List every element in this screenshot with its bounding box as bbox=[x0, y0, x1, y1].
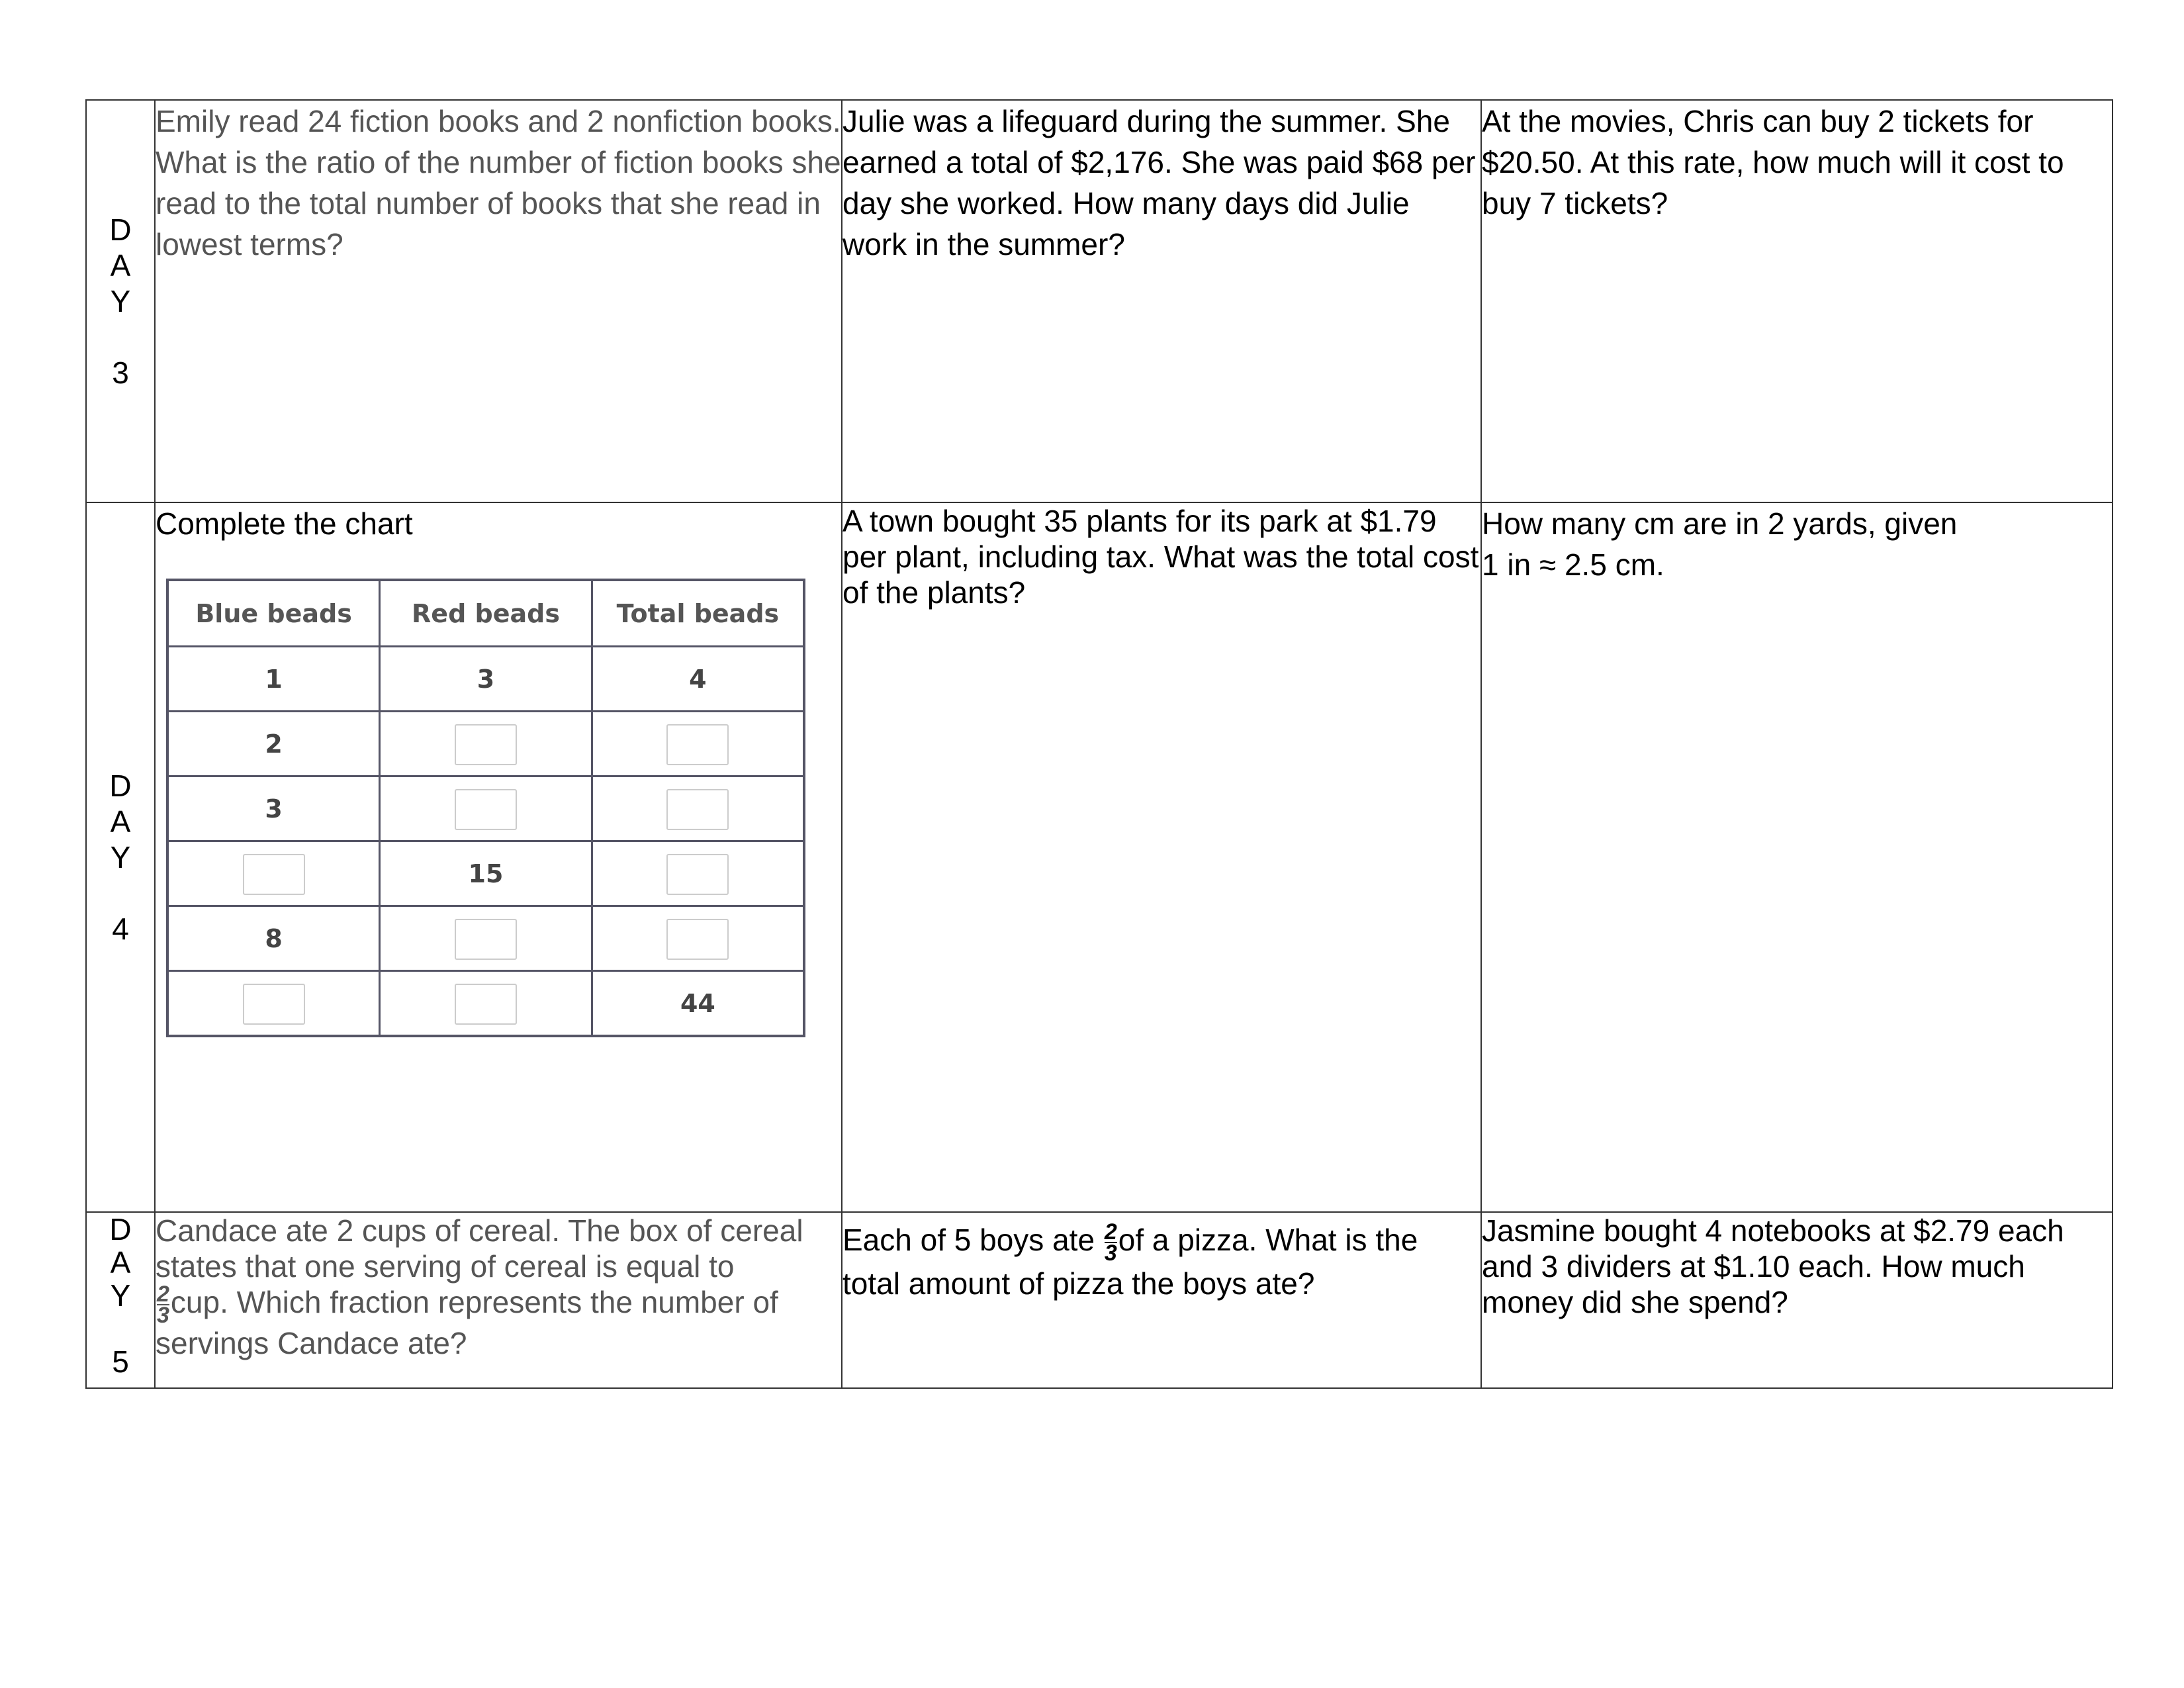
day-3-row bbox=[86, 100, 2113, 502]
beads-row bbox=[167, 712, 804, 776]
day-5-label: D A Y 5 bbox=[86, 1212, 155, 1388]
beads-blank-cell bbox=[380, 906, 592, 971]
beads-value-cell: 2 bbox=[167, 712, 380, 776]
question-julie-lifeguard: Julie was a lifeguard during the summer. She earned a total of $2,176. She was paid $68 per day she worked. How many days did Julie work in the summer? bbox=[842, 100, 1481, 502]
question-emily-ratio: Emily read 24 fiction books and 2 nonfiction books. What is the ratio of the number of fiction books she read to the total number of books that she read in lowest terms? bbox=[155, 100, 842, 502]
answer-box[interactable] bbox=[243, 984, 305, 1025]
answer-box[interactable] bbox=[666, 854, 729, 895]
question-chris-tickets: At the movies, Chris can buy 2 tickets for $20.50. At this rate, how much will it cost to buy 7 tickets? bbox=[1481, 100, 2113, 502]
beads-chart bbox=[166, 579, 805, 1037]
day-4-label: D A Y 4 bbox=[86, 502, 155, 1212]
beads-header: Blue beads bbox=[167, 580, 380, 647]
beads-row bbox=[167, 906, 804, 971]
answer-box[interactable] bbox=[243, 854, 305, 895]
question-cm-yards: How many cm are in 2 yards, given 1 in ≈ 2.5 cm. bbox=[1481, 502, 2113, 1212]
beads-blank-cell bbox=[167, 841, 380, 906]
beads-row bbox=[167, 971, 804, 1037]
answer-box[interactable] bbox=[666, 919, 729, 960]
day-5-row bbox=[86, 1212, 2113, 1388]
beads-value-cell: 15 bbox=[380, 841, 592, 906]
beads-blank-cell bbox=[592, 776, 804, 841]
question-plants-cost: A town bought 35 plants for its park at $1.79 per plant, including tax. What was the total cost of the plants? bbox=[842, 502, 1481, 1212]
beads-blank-cell bbox=[380, 971, 592, 1037]
fraction-two-thirds: $\frac{2}{3}$ bbox=[1104, 1219, 1117, 1266]
day-number: 3 bbox=[112, 355, 129, 390]
beads-header: Red beads bbox=[380, 580, 592, 647]
day-number: 4 bbox=[112, 912, 129, 946]
day-3-label: D A Y 3 bbox=[86, 100, 155, 502]
fraction-two-thirds: $\frac{2}{3}$ bbox=[157, 1282, 169, 1328]
beads-value-cell: 3 bbox=[167, 776, 380, 841]
beads-row bbox=[167, 841, 804, 906]
beads-header: Total beads bbox=[592, 580, 804, 647]
beads-value-cell: 1 bbox=[167, 647, 380, 712]
answer-box[interactable] bbox=[455, 724, 517, 765]
beads-value-cell: 3 bbox=[380, 647, 592, 712]
beads-value-cell: 8 bbox=[167, 906, 380, 971]
question-jasmine-notebooks: Jasmine bought 4 notebooks at $2.79 each and 3 dividers at $1.10 each. How much money did she spend? bbox=[1481, 1212, 2113, 1388]
beads-row bbox=[167, 776, 804, 841]
question-candace-cereal: Candace ate 2 cups of cereal. The box of cereal states that one serving of cereal is equal to $\frac{2}{3}$ cup. Which fraction represents the number of servings Candace ate? bbox=[155, 1212, 842, 1388]
beads-value-cell: 4 bbox=[592, 647, 804, 712]
beads-blank-cell bbox=[592, 906, 804, 971]
beads-blank-cell bbox=[592, 712, 804, 776]
beads-blank-cell bbox=[592, 841, 804, 906]
answer-box[interactable] bbox=[666, 789, 729, 830]
worksheet-table bbox=[85, 99, 2113, 1389]
answer-box[interactable] bbox=[455, 984, 517, 1025]
beads-blank-cell bbox=[380, 776, 592, 841]
answer-box[interactable] bbox=[455, 789, 517, 830]
question-boys-pizza: Each of 5 boys ate $\frac{2}{3}$ of a pizza. What is the total amount of pizza the boys ate? bbox=[842, 1212, 1481, 1388]
answer-box[interactable] bbox=[455, 919, 517, 960]
day-number: 5 bbox=[112, 1344, 129, 1379]
day-4-row bbox=[86, 502, 2113, 1212]
chart-instruction: Complete the chart bbox=[156, 506, 413, 541]
beads-value-cell: 44 bbox=[592, 971, 804, 1037]
beads-blank-cell bbox=[380, 712, 592, 776]
answer-box[interactable] bbox=[666, 724, 729, 765]
beads-header-row bbox=[167, 580, 804, 647]
beads-row bbox=[167, 647, 804, 712]
question-beads-chart bbox=[155, 502, 842, 1212]
beads-blank-cell bbox=[167, 971, 380, 1037]
